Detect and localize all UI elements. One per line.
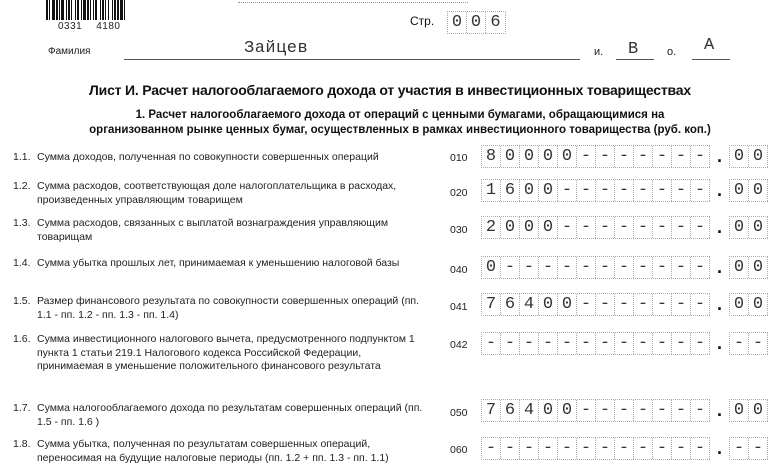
digit-cell: 0 [520,217,539,238]
digit-cell: - [577,400,596,421]
row-text: Сумма убытка, полученная по результатам совершенных операций, переносимая на будущие налоговые периоды (пп. 1.2 + пп. 1.3 - пп. 1.1) [37,438,389,464]
digit-cell: - [634,146,653,167]
row-text: Размер финансового результата по совокупности совершенных операций (пп. 1.1 - пп. 1.2 - пп. 1.3 - пп. 1.4) [37,295,419,321]
digit-cell: 0 [558,294,577,315]
row-code: 030 [450,224,468,236]
integer-part-cells[interactable] [481,145,710,168]
digit-cell: 0 [749,400,768,421]
integer-part-cells[interactable] [481,399,710,422]
row-code: 041 [450,301,468,313]
barcode-number-part-1: 0331 [58,21,83,32]
digit-cell: - [634,294,653,315]
digit-cell: 6 [501,294,520,315]
digit-cell: - [539,257,558,278]
row-code: 040 [450,264,468,276]
amount-field-060[interactable] [481,438,768,459]
sheet-title: Лист И. Расчет налогооблагаемого дохода от участия в инвестиционных товариществах [89,82,691,98]
name-initial-underline [616,59,654,60]
digit-cell: - [749,333,768,354]
digit-cell: - [596,180,615,201]
digit-cell: - [634,400,653,421]
digit-cell: - [596,400,615,421]
digit-cell: 0 [558,400,577,421]
page-number-field[interactable] [447,11,506,34]
patronymic-initial-label: о. [667,46,677,58]
integer-part-cells[interactable] [481,332,710,355]
digit-cell: - [615,257,634,278]
digit-cell: 0 [730,146,749,167]
row-number: 1.1. [13,151,31,163]
amount-field-050[interactable] [481,400,768,421]
row-code: 042 [450,339,468,351]
digit-cell: - [691,146,710,167]
amount-field-041[interactable] [481,294,768,315]
decimal-part-cells[interactable] [729,437,768,460]
name-initial-label: и. [594,46,604,58]
digit-cell: - [615,294,634,315]
decimal-separator: . [716,400,722,420]
digit-cell: - [730,333,749,354]
row-number: 1.3. [13,217,31,229]
name-initial-field[interactable]: В [628,40,639,59]
decimal-part-cells[interactable] [729,399,768,422]
patronymic-initial-underline [692,59,730,60]
integer-part-cells[interactable] [481,437,710,460]
digit-cell: - [558,217,577,238]
section-title-line-2: организованном рынке ценных бумаг, осуществленных в рамках инвестиционного товарищества (руб. коп.) [89,124,711,136]
digit-cell: - [615,438,634,459]
decimal-part-cells[interactable] [729,179,768,202]
digit-cell: - [558,438,577,459]
decimal-separator: . [716,294,722,314]
row-code: 050 [450,407,468,419]
row-text: Сумма налогооблагаемого дохода по результатам совершенных операций (пп. 1.5 - пп. 1.6 ) [37,402,423,428]
row-code: 060 [450,444,468,456]
decimal-part-cells[interactable] [729,293,768,316]
digit-cell: - [577,146,596,167]
digit-cell: 0 [749,217,768,238]
digit-cell: - [520,333,539,354]
digit-cell: - [634,438,653,459]
digit-cell: 0 [501,217,520,238]
digit-cell: 2 [482,217,501,238]
digit-cell: - [672,257,691,278]
row-text: Сумма расходов, соответствующая доле налогоплательщика в расходах, произведенных управляющим товарищем [37,180,397,206]
section-title-line-1: 1. Расчет налогооблагаемого дохода от операций с ценными бумагами, обращающимися на [135,109,665,121]
digit-cell: 7 [482,294,501,315]
digit-cell: - [615,180,634,201]
digit-cell: 6 [501,180,520,201]
digit-cell: 0 [539,294,558,315]
digit-cell: - [672,180,691,201]
row-number: 1.8. [13,438,31,450]
digit-cell: 0 [539,146,558,167]
digit-cell: - [558,180,577,201]
row-number: 1.6. [13,333,31,345]
row-label [13,295,423,322]
digit-cell: - [672,217,691,238]
barcode-number [58,21,121,32]
digit-cell: 6 [501,400,520,421]
digit-cell: - [634,217,653,238]
digit-cell: 0 [749,294,768,315]
digit-cell: - [577,217,596,238]
decimal-part-cells[interactable] [729,216,768,239]
digit-cell: - [577,333,596,354]
row-label [13,180,423,207]
decimal-part-cells[interactable] [729,332,768,355]
digit-cell: - [672,400,691,421]
integer-part-cells[interactable] [481,179,710,202]
page-label: Стр. [410,14,435,28]
digit-cell: - [634,180,653,201]
digit-cell: - [558,257,577,278]
digit-cell: - [691,333,710,354]
decimal-part-cells[interactable] [729,145,768,168]
amount-field-020[interactable] [481,180,768,201]
row-label [13,217,423,244]
digit-cell: 8 [482,146,501,167]
page-digit: 0 [448,12,467,33]
row-number: 1.4. [13,257,31,269]
decimal-part-cells[interactable] [729,256,768,279]
digit-cell: - [653,400,672,421]
row-label [13,333,423,374]
digit-cell: - [482,333,501,354]
row-number: 1.5. [13,295,31,307]
digit-cell: - [482,438,501,459]
digit-cell: - [691,438,710,459]
digit-cell: - [672,294,691,315]
row-label [13,402,423,429]
digit-cell: - [558,333,577,354]
digit-cell: - [653,146,672,167]
digit-cell: - [653,294,672,315]
digit-cell: 0 [749,146,768,167]
row-label [13,438,423,465]
row-label [13,257,423,271]
row-text: Сумма расходов, связанных с выплатой вознаграждения управляющим товарищам [37,217,389,243]
integer-part-cells[interactable] [481,256,710,279]
row-text: Сумма убытка прошлых лет, принимаемая к уменьшению налоговой базы [37,257,400,269]
digit-cell: - [691,294,710,315]
digit-cell: - [596,257,615,278]
patronymic-initial-field[interactable]: А [704,36,715,55]
page-digit: 6 [490,13,501,32]
digit-cell: - [730,438,749,459]
digit-cell: - [596,438,615,459]
surname-underline [124,59,580,60]
digit-cell: 0 [730,294,749,315]
surname-label: Фамилия [48,46,91,57]
barcode [46,0,146,20]
digit-cell: - [615,146,634,167]
surname-field[interactable]: Зайцев [244,39,309,58]
digit-cell: 1 [482,180,501,201]
digit-cell: 0 [539,180,558,201]
digit-cell: - [653,333,672,354]
digit-cell: - [672,438,691,459]
digit-cell: - [577,180,596,201]
digit-cell: - [634,257,653,278]
digit-cell: - [615,217,634,238]
digit-cell: - [691,400,710,421]
digit-cell: - [596,294,615,315]
digit-cell: 0 [539,217,558,238]
amount-field-040[interactable] [481,257,768,278]
digit-cell: 0 [520,146,539,167]
digit-cell: - [501,333,520,354]
row-number: 1.2. [13,180,31,192]
digit-cell: 0 [730,180,749,201]
digit-cell: 0 [482,257,501,278]
digit-cell: 7 [482,400,501,421]
amount-field-010[interactable] [481,146,768,167]
decimal-separator: . [716,333,722,353]
digit-cell: - [653,438,672,459]
digit-cell: 4 [520,294,539,315]
digit-cell: 0 [730,217,749,238]
digit-cell: - [577,438,596,459]
row-text: Сумма доходов, полученная по совокупности совершенных операций [37,151,379,163]
top-dotted-line [238,2,468,3]
amount-field-030[interactable] [481,217,768,238]
digit-cell: - [596,146,615,167]
row-code: 020 [450,187,468,199]
digit-cell: - [691,257,710,278]
digit-cell: - [615,400,634,421]
row-text: Сумма инвестиционного налогового вычета, предусмотренного подпунктом 1 пункта 1 статьи 219.1 Налогового кодекса Российской Федерации, принимаемая в уменьшение положительного финансового результата [37,333,415,372]
integer-part-cells[interactable] [481,216,710,239]
digit-cell: - [634,333,653,354]
digit-cell: 0 [730,257,749,278]
decimal-separator: . [716,146,722,166]
barcode-number-part-2: 4180 [96,21,121,32]
row-number: 1.7. [13,402,31,414]
row-label [13,151,423,165]
digit-cell: - [691,180,710,201]
digit-cell: - [653,257,672,278]
decimal-separator: . [716,257,722,277]
digit-cell: - [539,438,558,459]
digit-cell: - [653,180,672,201]
digit-cell: 0 [539,400,558,421]
digit-cell: 0 [749,257,768,278]
digit-cell: 0 [501,146,520,167]
page-digit: 0 [467,12,486,33]
digit-cell: - [520,438,539,459]
digit-cell: - [653,217,672,238]
digit-cell: 4 [520,400,539,421]
digit-cell: - [596,217,615,238]
digit-cell: - [691,217,710,238]
decimal-separator: . [716,217,722,237]
digit-cell: - [749,438,768,459]
digit-cell: - [539,333,558,354]
digit-cell: - [615,333,634,354]
row-code: 010 [450,152,468,164]
digit-cell: 0 [558,146,577,167]
digit-cell: - [501,438,520,459]
section-title [60,108,740,138]
digit-cell: - [672,333,691,354]
digit-cell: - [596,333,615,354]
decimal-separator: . [716,438,722,458]
digit-cell: 0 [520,180,539,201]
digit-cell: 0 [730,400,749,421]
digit-cell: - [672,146,691,167]
digit-cell: - [577,294,596,315]
integer-part-cells[interactable] [481,293,710,316]
digit-cell: - [520,257,539,278]
digit-cell: - [501,257,520,278]
digit-cell: 0 [749,180,768,201]
amount-field-042[interactable] [481,333,768,354]
digit-cell: - [577,257,596,278]
decimal-separator: . [716,180,722,200]
